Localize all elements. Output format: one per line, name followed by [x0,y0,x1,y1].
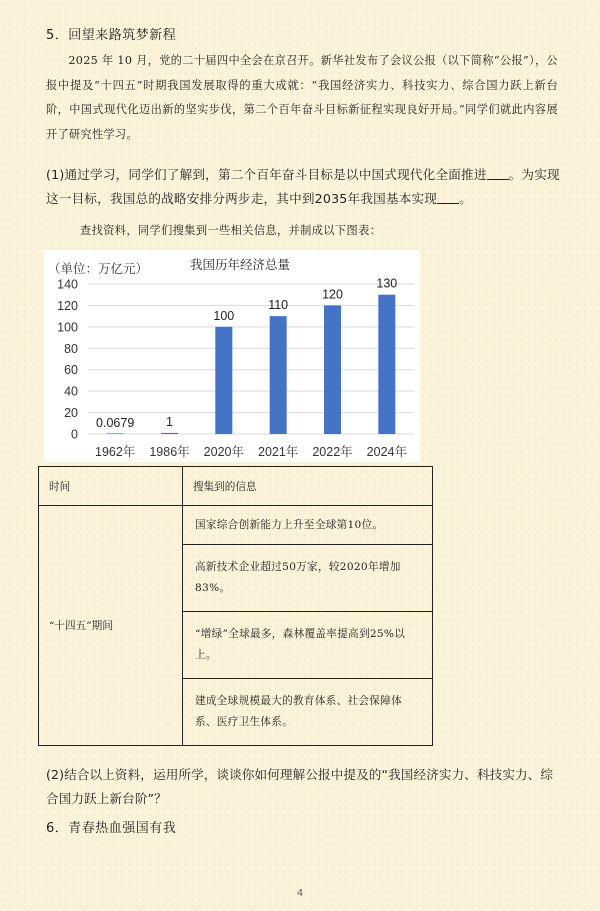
economic-total-chart [44,250,420,462]
info-cell [183,545,433,612]
bar [270,316,287,434]
answer-blank-1 [487,167,509,180]
x-tick-label: 2022年 [312,445,353,459]
search-intro-line: 查找资料，同学们搜集到一些相关信息，并制成以下图表： [80,224,382,237]
bar [324,305,341,434]
chart-title: 我国历年经济总量 [189,258,291,272]
info-cell [183,679,433,746]
q1-text-a: (1)通过学习，同学们了解到，第二个百年奋斗目标是以中国式现代化全面推进 [46,167,487,182]
data-label: 100 [213,308,235,323]
bar [215,327,232,434]
x-tick-label: 1962年 [95,445,136,459]
info-table [38,466,433,746]
table-header-row [39,467,433,506]
bar [107,433,124,434]
bar [161,433,178,434]
x-tick-label: 2020年 [203,445,244,459]
info-text: “增绿”全球最多，森林覆盖率提高到25%以上。 [195,628,406,661]
x-tick-label: 2024年 [366,445,407,459]
data-label: 1 [166,414,173,429]
info-cell [183,506,433,545]
info-text: 国家综合创新能力上升至全球第10位。 [195,518,384,531]
bar [378,295,395,434]
q1-text-c: 。 [459,191,472,206]
question-5-heading: 5．回望来路筑梦新程 [46,28,177,43]
period-cell: “十四五”期间 [39,506,183,746]
info-text: 高新技术企业超过50万家，较2020年增加83%。 [195,561,401,594]
question-5-part-2: (2)结合以上资料，运用所学，谈谈你如何理解公报中提及的“我国经济实力、科技实力、综合国力跃上新台阶”？ [46,767,554,806]
y-tick-label: 20 [64,406,78,421]
y-tick-label: 100 [57,320,78,335]
q1-text-b: 。为实现这一目标，我国总的战略安排分两步走，其中到2035年我国基本实现 [46,167,560,206]
y-tick-label: 60 [64,363,78,378]
chart-svg [44,250,420,462]
y-tick-label: 140 [57,277,78,292]
y-tick-label: 80 [64,341,78,356]
info-cell [183,612,433,679]
y-tick-label: 0 [71,427,78,442]
header-time-cell: 时间 [39,467,183,506]
header-info-cell: 搜集到的信息 [183,467,433,506]
page-number: 4 [296,888,304,899]
data-label: 130 [376,276,398,291]
data-label: 110 [268,298,289,313]
question-5-part-1 [46,163,560,211]
info-text: 建成全球规模最大的教育体系、社会保障体系、医疗卫生体系。 [195,695,402,728]
table-row [39,506,433,545]
chart-unit-label: （单位：万亿元） [48,262,149,276]
question-6-heading: 6．青春热血强国有我 [46,821,177,836]
x-tick-label: 2021年 [258,445,299,459]
y-tick-label: 40 [64,384,78,399]
data-label: 120 [322,287,343,302]
intro-paragraph: 2025 年 10 月，党的二十届四中全会在京召开。新华社发布了会议公报（以下简称“公报”），公报中提及“十四五”时期我国发展取得的重大成就：“我国经济实力、科技实力、综合国力跃上新台阶，中国式现代化迈出新的坚实步伐，第二个百年奋斗目标新征程实现良好开局。”同学们就此内容展开了研究性学习。 [46,54,558,141]
data-label: 0.0679 [96,415,135,430]
y-tick-label: 120 [57,298,78,313]
x-tick-label: 1986年 [149,445,190,459]
answer-blank-2 [437,191,459,204]
